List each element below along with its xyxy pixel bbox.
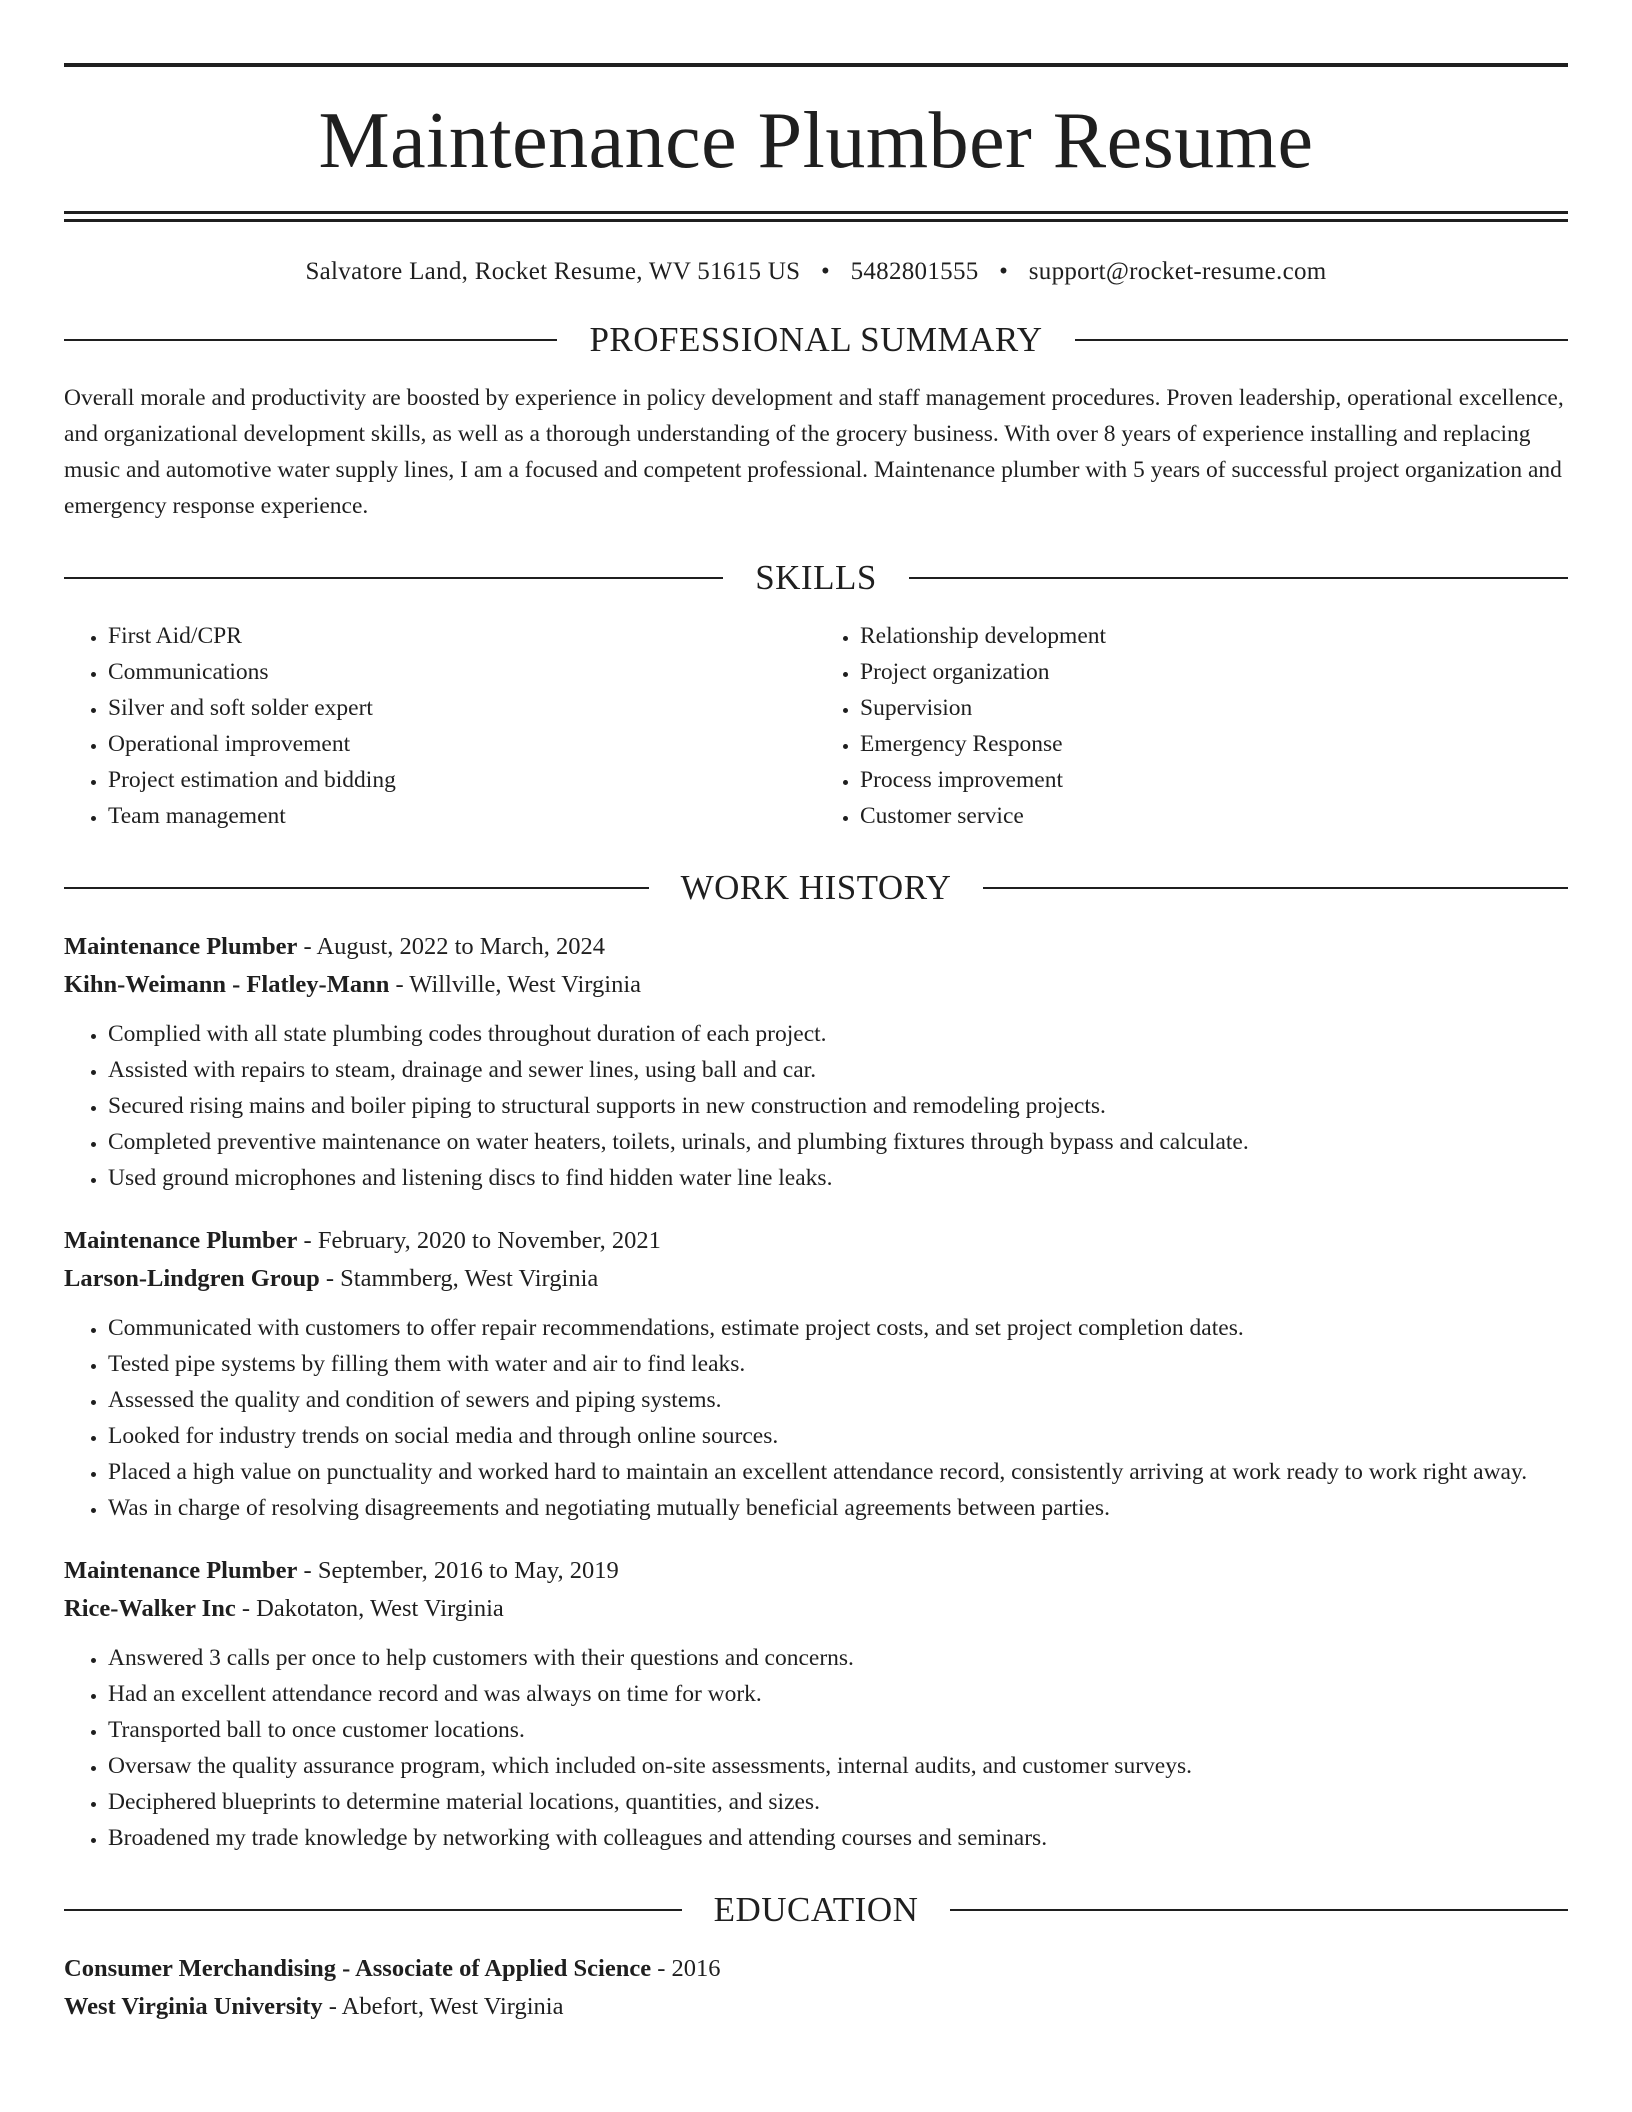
skill-item: • Emergency Response — [860, 726, 1568, 762]
job-bullets — [64, 1310, 1568, 1526]
job-bullet: • Broadened my trade knowledge by networking with colleagues and attending courses and seminars. — [108, 1820, 1568, 1856]
skill-item: • Process improvement — [860, 762, 1568, 798]
divider — [64, 887, 649, 889]
section-title-education: EDUCATION — [713, 1890, 919, 1929]
skill-item: • Team management — [108, 798, 816, 834]
section-title-summary: PROFESSIONAL SUMMARY — [589, 320, 1043, 359]
job-bullet: • Assisted with repairs to steam, drainage and sewer lines, using ball and car. — [108, 1052, 1568, 1088]
education-header — [64, 1890, 1568, 1930]
job-bullet: • Secured rising mains and boiler piping to structural supports in new construction and remodeling projects. — [108, 1088, 1568, 1124]
contact-email[interactable]: support@rocket-resume.com — [1028, 258, 1327, 285]
divider — [64, 1909, 682, 1911]
job-entry — [64, 1222, 1568, 1526]
job-bullet: • Oversaw the quality assurance program, which included on-site assessments, internal audits, and customer surveys. — [108, 1748, 1568, 1784]
education-school-line — [64, 1988, 1568, 2026]
job-dates: - September, 2016 to May, 2019 — [297, 1557, 619, 1584]
job-company-line — [64, 1590, 1568, 1628]
skill-item: • Operational improvement — [108, 726, 816, 762]
job-company: Kihn-Weimann - Flatley-Mann — [64, 971, 390, 998]
job-company-line — [64, 1260, 1568, 1298]
job-company: Larson-Lindgren Group — [64, 1265, 320, 1292]
summary-text: Overall morale and productivity are boosted by experience in policy development and staff management procedures. Proven leadership, operational excellence, and organizational development skills, as well as a thorough understanding of the grocery business. With over 8 years of experience installing and replacing music and automotive water supply lines, I am a focused and competent professional. Maintenance plumber with 5 years of successful project organization and emergency response experience. — [64, 385, 1564, 519]
skills-list — [64, 618, 1568, 834]
contact-address: Salvatore Land, Rocket Resume, WV 51615 US — [305, 258, 801, 285]
job-bullet: • Complied with all state plumbing codes throughout duration of each project. — [108, 1016, 1568, 1052]
resume-title: Maintenance Plumber Resume — [318, 97, 1314, 185]
skill-item: • Project organization — [860, 654, 1568, 690]
top-rule — [64, 63, 1568, 67]
education-degree: Consumer Merchandising - Associate of Applied Science — [64, 1955, 652, 1982]
divider — [64, 577, 723, 579]
contact-phone[interactable]: 5482801555 — [850, 258, 979, 285]
job-bullet: • Answered 3 calls per once to help customers with their questions and concerns. — [108, 1640, 1568, 1676]
skills-column-right — [816, 618, 1568, 834]
job-bullet: • Had an excellent attendance record and was always on time for work. — [108, 1676, 1568, 1712]
divider — [950, 1909, 1568, 1911]
job-bullet: • Tested pipe systems by filling them with water and air to find leaks. — [108, 1346, 1568, 1382]
job-title-line — [64, 1222, 1568, 1260]
separator: • — [999, 258, 1009, 285]
job-location: - Willville, West Virginia — [389, 971, 642, 998]
section-title-skills: SKILLS — [755, 558, 877, 597]
job-entry — [64, 928, 1568, 1196]
skill-item: • Communications — [108, 654, 816, 690]
title-double-rule — [64, 211, 1568, 222]
skill-item: • Supervision — [860, 690, 1568, 726]
job-bullet: • Used ground microphones and listening discs to find hidden water line leaks. — [108, 1160, 1568, 1196]
job-bullets — [64, 1640, 1568, 1856]
job-bullet: • Was in charge of resolving disagreements and negotiating mutually beneficial agreements between parties. — [108, 1490, 1568, 1526]
job-dates: - February, 2020 to November, 2021 — [297, 1227, 661, 1254]
job-bullet: • Completed preventive maintenance on water heaters, toilets, urinals, and plumbing fixtures through bypass and calculate. — [108, 1124, 1568, 1160]
skill-item: • First Aid/CPR — [108, 618, 816, 654]
job-title-line — [64, 1552, 1568, 1590]
section-title-work: WORK HISTORY — [680, 868, 952, 907]
job-location: - Dakotaton, West Virginia — [235, 1595, 504, 1622]
job-title: Maintenance Plumber — [64, 1557, 298, 1584]
divider — [909, 577, 1568, 579]
job-title: Maintenance Plumber — [64, 933, 298, 960]
education-entry — [64, 1950, 1568, 2026]
skill-item: • Relationship development — [860, 618, 1568, 654]
divider — [983, 887, 1568, 889]
job-bullet: • Looked for industry trends on social media and through online sources. — [108, 1418, 1568, 1454]
contact-line — [64, 258, 1568, 286]
divider — [1075, 339, 1568, 341]
resume-page — [64, 0, 1568, 2026]
work-header — [64, 868, 1568, 908]
job-bullets — [64, 1016, 1568, 1196]
job-bullet: • Assessed the quality and condition of sewers and piping systems. — [108, 1382, 1568, 1418]
job-bullet: • Deciphered blueprints to determine material locations, quantities, and sizes. — [108, 1784, 1568, 1820]
job-dates: - August, 2022 to March, 2024 — [297, 933, 605, 960]
separator: • — [820, 258, 830, 285]
education-location: - Abefort, West Virginia — [322, 1993, 564, 2020]
job-entry — [64, 1552, 1568, 1856]
job-bullet: • Placed a high value on punctuality and worked hard to maintain an excellent attendance record, consistently arriving at work ready to work right away. — [108, 1454, 1568, 1490]
job-bullet: • Transported ball to once customer locations. — [108, 1712, 1568, 1748]
education-year: - 2016 — [651, 1955, 721, 1982]
job-title: Maintenance Plumber — [64, 1227, 298, 1254]
summary-header — [64, 320, 1568, 360]
job-company: Rice-Walker Inc — [64, 1595, 236, 1622]
education-school: West Virginia University — [64, 1993, 323, 2020]
job-bullet: • Communicated with customers to offer repair recommendations, estimate project costs, and set project completion dates. — [108, 1310, 1568, 1346]
skill-item: • Project estimation and bidding — [108, 762, 816, 798]
job-title-line — [64, 928, 1568, 966]
skill-item: • Silver and soft solder expert — [108, 690, 816, 726]
skills-header — [64, 558, 1568, 598]
skills-column-left — [64, 618, 816, 834]
job-company-line — [64, 966, 1568, 1004]
skill-item: • Customer service — [860, 798, 1568, 834]
divider — [64, 339, 557, 341]
job-location: - Stammberg, West Virginia — [319, 1265, 599, 1292]
education-degree-line — [64, 1950, 1568, 1988]
